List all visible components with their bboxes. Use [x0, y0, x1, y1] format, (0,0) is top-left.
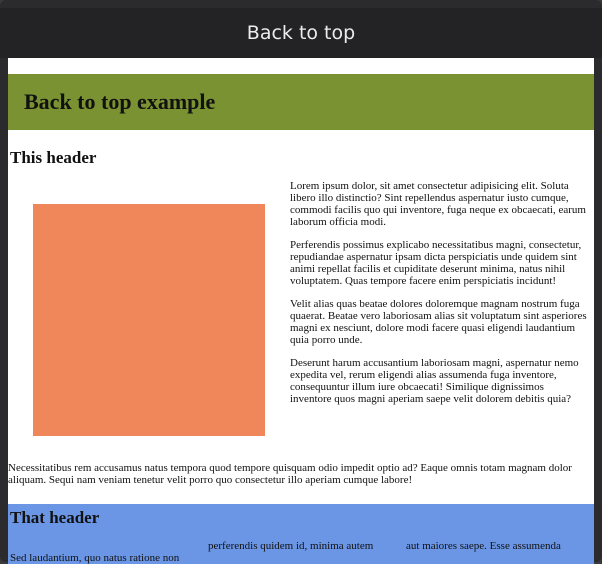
section2-partial-line: Sed laudantium, quo natus ratione non [10, 552, 180, 564]
section2-text-col2: aut maiores saepe. Esse assumenda [406, 540, 561, 552]
page-viewport[interactable] [8, 58, 594, 564]
section1-paragraph-2: Perferendis possimus explicabo necessitatibus magni, consectetur, repudiandae aspernatur ipsam dicta perspiciatis unde quidem sint animi repellat facilis et cupiditate deserunt minima, natus nihil voluptatem. Quas tempore facere enim perspiciatis incidunt! [290, 239, 582, 287]
section1-paragraph-3: Velit alias quas beatae dolores doloremque magnam nostrum fuga quaerat. Beatae vero laboriosam alias sit voluptatum sint asperiores magni ex nesciunt, dolore modi facere quasi eligendi laudantium quia porro unde. [290, 298, 587, 346]
orange-box-image [33, 204, 265, 436]
window-titlebar [0, 8, 602, 58]
section1-paragraph-1: Lorem ipsum dolor, sit amet consectetur adipisicing elit. Soluta libero illo distinctio? Sint repellendus aspernatur iusto cumque, commodi facilis quo qui inventore, fuga neque ex obcaecati, earum laborum officia modi. [290, 180, 586, 228]
section2-text-col1: perferendis quidem id, minima autem [208, 540, 374, 552]
section-heading-that-header: That header [10, 508, 100, 527]
section1-full-width-paragraph: Necessitatibus rem accusamus natus tempora quod tempore quisquam odio impedit optio ad? Eaque omnis totam magnam dolor aliquam. Sequi nam veniam tenetur velit porro quo consectetur illo aperiam cumque labore! [8, 462, 572, 486]
page-header-banner [8, 74, 594, 130]
page-title: Back to top example [24, 89, 216, 114]
window-title: Back to top [246, 22, 356, 44]
section1-text-column [290, 180, 587, 416]
section2-blue-block [8, 504, 594, 564]
section-heading-this-header: This header [10, 148, 97, 167]
section1-paragraph-4: Deserunt harum accusantium laboriosam magni, aspernatur nemo expedita vel, rerum eligendi alias assumenda fuga inventore, consequuntur illum iure obcaecati! Similique dignissimos inventore quos magni aperiam saepe velit dolorem debitis quia? [290, 357, 579, 405]
